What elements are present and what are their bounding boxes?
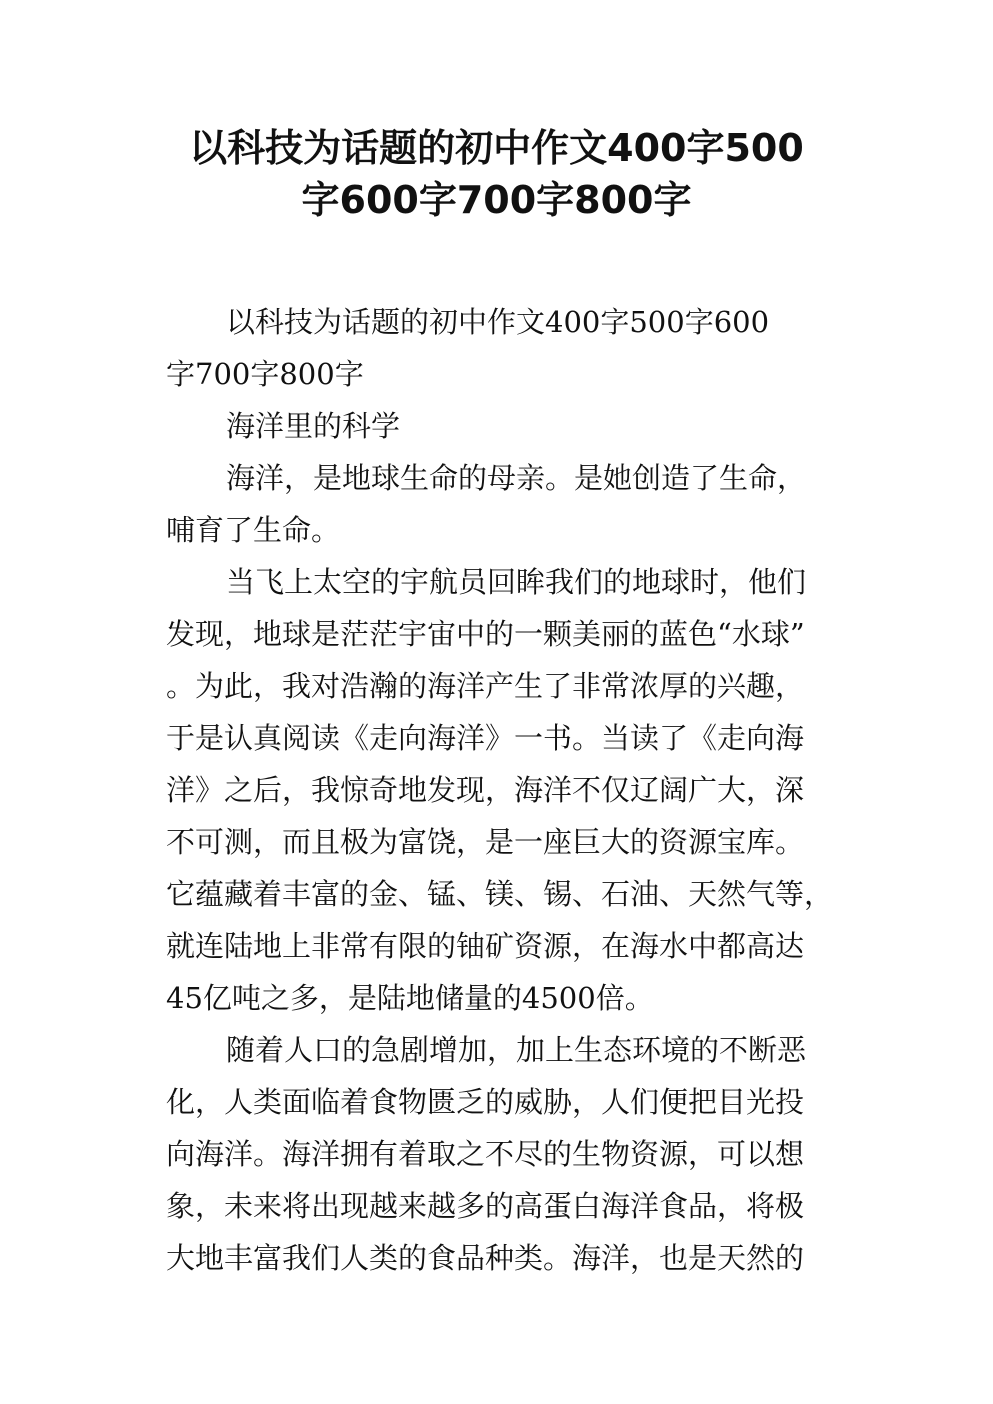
document-body (166, 296, 846, 1284)
body-text-line: 它蕴藏着丰富的金、锰、镁、锡、石油、天然气等， (166, 877, 834, 911)
body-text-line: 。为此，我对浩瀚的海洋产生了非常浓厚的兴趣， (166, 669, 805, 703)
body-text-line: 海洋里的科学 (226, 409, 401, 443)
body-text-line: 象，未来将出现越来越多的高蛋白海洋食品，将极 (166, 1189, 805, 1223)
body-text-line: 以科技为话题的初中作文400字500字600 (226, 305, 770, 339)
body-text-line: 洋》之后，我惊奇地发现，海洋不仅辽阔广大，深 (166, 773, 805, 807)
body-text-line: 不可测，而且极为富饶，是一座巨大的资源宝库。 (166, 825, 805, 859)
body-text-line: 当飞上太空的宇航员回眸我们的地球时，他们 (226, 565, 807, 599)
body-text-line: 字700字800字 (166, 357, 364, 391)
body-text-line: 哺育了生命。 (166, 513, 341, 547)
document-title (0, 122, 993, 226)
body-text-line: 海洋，是地球生命的母亲。是她创造了生命， (226, 461, 807, 495)
body-text-line: 化，人类面临着食物匮乏的威胁，人们便把目光投 (166, 1085, 805, 1119)
body-text-line: 随着人口的急剧增加，加上生态环境的不断恶 (226, 1033, 807, 1067)
body-text-line: 大地丰富我们人类的食品种类。海洋，也是天然的 (166, 1241, 805, 1275)
body-text-line: 发现，地球是茫茫宇宙中的一颗美丽的蓝色“水球” (166, 617, 805, 651)
title-line: 以科技为话题的初中作文400字500 (189, 126, 804, 170)
body-text-line: 就连陆地上非常有限的铀矿资源，在海水中都高达 (166, 929, 805, 963)
title-line: 字600字700字800字 (301, 178, 692, 222)
body-text-line: 向海洋。海洋拥有着取之不尽的生物资源，可以想 (166, 1137, 805, 1171)
body-text-line: 于是认真阅读《走向海洋》一书。当读了《走向海 (166, 721, 805, 755)
body-text-line: 45亿吨之多，是陆地储量的4500倍。 (166, 981, 654, 1015)
